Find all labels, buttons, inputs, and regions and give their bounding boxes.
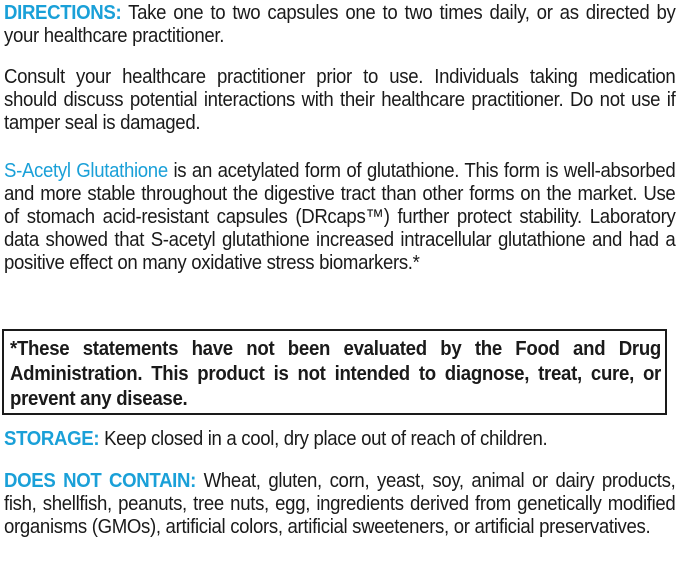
- consult-text: Consult your healthcare practitioner prior to use. Individuals taking medication should discuss potential interactions with their healthcare practitioner. Do not use if tamper seal is damaged.: [4, 66, 676, 134]
- directions-text: Take one to two capsules one to two times daily, or as directed by your healthcare practitioner.: [4, 2, 676, 47]
- consult-paragraph: [4, 66, 675, 135]
- does-not-contain-heading: DOES NOT CONTAIN:: [4, 470, 197, 492]
- does-not-contain-text: Wheat, gluten, corn, yeast, soy, animal or dairy products, fish, shellfish, peanuts, tree nuts, egg, ingredients derived from genetically modified organisms (GMOs), artificial colors, artificial sweeteners, or artificial preservatives.: [4, 470, 676, 538]
- storage-heading: STORAGE:: [4, 428, 100, 450]
- directions-paragraph: [4, 2, 675, 48]
- does-not-contain-paragraph: [4, 470, 675, 539]
- product-name-highlight: S-Acetyl Glutathione: [4, 160, 168, 182]
- directions-heading: DIRECTIONS:: [4, 2, 122, 24]
- storage-paragraph: [4, 428, 675, 451]
- description-paragraph: [4, 160, 675, 275]
- storage-text: Keep closed in a cool, dry place out of reach of children.: [99, 428, 548, 450]
- description-text: is an acetylated form of glutathione. This form is well-absorbed and more stable throughout the digestive tract than other forms on the market. Use of stomach acid-resistant capsules (DRcaps™) further protect stability. Laboratory data showed that S-acetyl glutathione increased intracellular glutathione and had a positive effect on many oxidative stress biomarkers.*: [4, 160, 676, 274]
- fda-disclaimer-box: [2, 329, 667, 415]
- fda-disclaimer-text: *These statements have not been evaluated by the Food and Drug Administration. This product is not intended to diagnose, treat, cure, or prevent any disease.: [10, 338, 661, 410]
